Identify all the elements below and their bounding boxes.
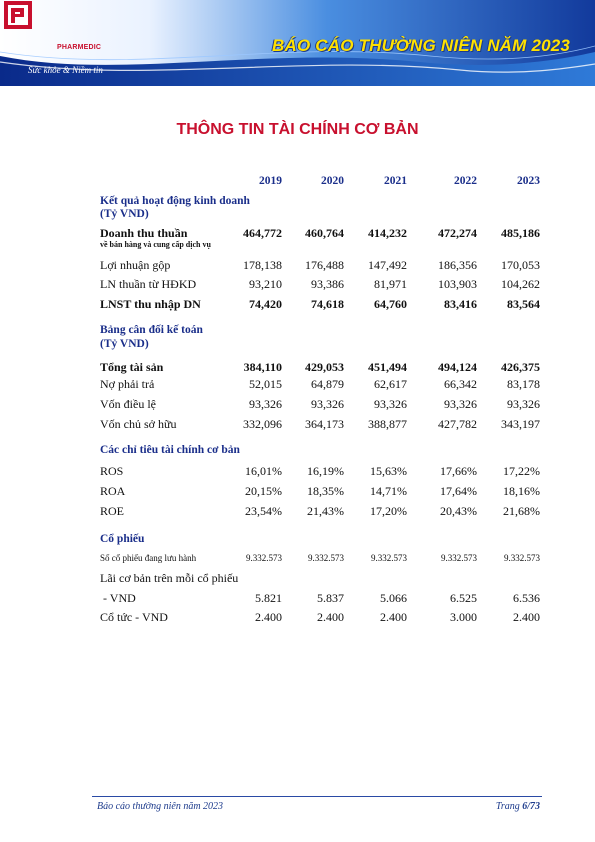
- cell: 93,326: [507, 397, 540, 411]
- cell: 2.400: [255, 610, 282, 624]
- row-label: - VND: [100, 591, 136, 605]
- cell: 74,420: [249, 297, 282, 311]
- slogan: Sức khỏe & Niềm tin: [28, 65, 103, 75]
- section-title-shares: Cổ phiếu: [100, 533, 145, 545]
- table-row: [0, 483, 595, 499]
- cell: 460,764: [305, 226, 344, 240]
- table-row: [0, 463, 595, 479]
- cell: 176,488: [305, 258, 344, 272]
- table-row: [0, 570, 595, 586]
- cell: 93,326: [311, 397, 344, 411]
- table-row: [0, 376, 595, 392]
- report-title: BÁO CÁO THƯỜNG NIÊN NĂM 2023: [272, 36, 571, 55]
- section-unit-cdkt: (Tỷ VND): [100, 338, 149, 350]
- year-2022: 2022: [454, 175, 477, 187]
- cell: 16,19%: [307, 464, 344, 478]
- page-title: THÔNG TIN TÀI CHÍNH CƠ BẢN: [176, 121, 419, 138]
- cell: 17,20%: [370, 504, 407, 518]
- row-label: ROA: [100, 484, 126, 498]
- cell: 64,879: [311, 377, 344, 391]
- row-label: Tổng tài sản: [100, 360, 164, 374]
- section-title-ratios: Các chỉ tiêu tài chính cơ bản: [100, 444, 240, 456]
- cell: 16,01%: [245, 464, 282, 478]
- cell: 485,186: [501, 226, 540, 240]
- table-row: [0, 276, 595, 292]
- cell: 23,54%: [245, 504, 282, 518]
- cell: 388,877: [368, 417, 407, 431]
- cell: 2.400: [317, 610, 344, 624]
- year-2023: 2023: [517, 175, 540, 187]
- cell: 83,416: [444, 297, 477, 311]
- cell: 9.332.573: [504, 553, 540, 563]
- cell: 93,326: [444, 397, 477, 411]
- table-row: [0, 590, 595, 606]
- cell: 5.837: [317, 591, 344, 605]
- cell: 17,64%: [440, 484, 477, 498]
- footer-divider: [92, 796, 542, 797]
- cell: 384,110: [243, 360, 282, 374]
- cell: 170,053: [501, 258, 540, 272]
- cell: 472,274: [438, 226, 477, 240]
- cell: 62,617: [374, 377, 407, 391]
- cell: 14,71%: [370, 484, 407, 498]
- cell: 74,618: [311, 297, 344, 311]
- cell: 21,68%: [503, 504, 540, 518]
- cell: 6.525: [450, 591, 477, 605]
- cell: 3.000: [450, 610, 477, 624]
- table-row: [0, 416, 595, 432]
- cell: 9.332.573: [441, 553, 477, 563]
- cell: 427,782: [438, 417, 477, 431]
- row-label: LNST thu nhập DN: [100, 297, 201, 311]
- section-title-cdkt: Bảng cân đối kế toán: [100, 324, 203, 336]
- row-sublabel: về bán hàng và cung cấp dịch vụ: [100, 240, 211, 249]
- cell: 429,053: [305, 360, 344, 374]
- brand-name: PHARMEDIC: [57, 44, 102, 51]
- cell: 103,903: [438, 277, 477, 291]
- cell: 15,63%: [370, 464, 407, 478]
- cell: 2.400: [380, 610, 407, 624]
- cell: 414,232: [368, 226, 407, 240]
- cell: 20,15%: [245, 484, 282, 498]
- cell: 81,971: [374, 277, 407, 291]
- cell: 5.066: [380, 591, 407, 605]
- year-2021: 2021: [384, 175, 407, 187]
- row-label: Lãi cơ bản trên mỗi cổ phiếu: [100, 571, 239, 585]
- row-label: ROS: [100, 464, 124, 478]
- cell: 9.332.573: [371, 553, 407, 563]
- cell: 451,494: [368, 360, 407, 374]
- cell: 104,262: [501, 277, 540, 291]
- row-label: Cổ tức - VND: [100, 610, 168, 624]
- table-row: [0, 225, 595, 241]
- row-label: LN thuần từ HĐKD: [100, 277, 197, 291]
- footer-report-name: Báo cáo thường niên năm 2023: [97, 801, 224, 812]
- section-title-kqkd: Kết quả hoạt động kinh doanh: [100, 195, 250, 207]
- cell: 20,43%: [440, 504, 477, 518]
- section-unit-kqkd: (Tỷ VND): [100, 208, 149, 220]
- row-label: Nợ phải trả: [100, 377, 155, 391]
- cell: 6.536: [513, 591, 540, 605]
- page-prefix: Trang: [495, 801, 523, 812]
- year-header-row: [0, 173, 595, 189]
- cell: 494,124: [438, 360, 477, 374]
- cell: 64,760: [374, 297, 407, 311]
- row-label: Số cổ phiếu đang lưu hành: [100, 553, 197, 563]
- year-2019: 2019: [259, 175, 282, 187]
- cell: 83,564: [507, 297, 540, 311]
- cell: 83,178: [507, 377, 540, 391]
- table-row: [0, 296, 595, 312]
- cell: 186,356: [438, 258, 477, 272]
- footer-page-number: [496, 801, 540, 812]
- cell: 17,22%: [503, 464, 540, 478]
- cell: 9.332.573: [246, 553, 282, 563]
- cell: 66,342: [444, 377, 477, 391]
- cell: 18,16%: [503, 484, 540, 498]
- cell: 93,210: [249, 277, 282, 291]
- cell: 178,138: [243, 258, 282, 272]
- cell: 2.400: [513, 610, 540, 624]
- cell: 93,326: [374, 397, 407, 411]
- cell: 93,326: [249, 397, 282, 411]
- pharmedic-logo: [0, 0, 38, 30]
- cell: 426,375: [501, 360, 540, 374]
- table-row: [0, 609, 595, 625]
- cell: 21,43%: [307, 504, 344, 518]
- table-row: [0, 359, 595, 375]
- cell: 147,492: [368, 258, 407, 272]
- page-num: 6/73: [522, 801, 540, 812]
- row-label: Vốn điều lệ: [100, 397, 156, 411]
- table-row: [0, 257, 595, 273]
- cell: 17,66%: [440, 464, 477, 478]
- cell: 464,772: [243, 226, 282, 240]
- cell: 343,197: [501, 417, 540, 431]
- cell: 18,35%: [307, 484, 344, 498]
- cell: 93,386: [311, 277, 344, 291]
- row-label: Lợi nhuận gộp: [100, 258, 171, 272]
- table-row: [0, 396, 595, 412]
- cell: 52,015: [249, 377, 282, 391]
- table-row: [0, 550, 595, 566]
- cell: 5.821: [255, 591, 282, 605]
- table-row: [0, 503, 595, 519]
- row-label: ROE: [100, 504, 124, 518]
- cell: 364,173: [305, 417, 344, 431]
- header-banner: [0, 0, 595, 86]
- cell: 332,096: [243, 417, 282, 431]
- year-2020: 2020: [321, 175, 344, 187]
- row-label: Vốn chủ sở hữu: [100, 417, 177, 431]
- row-label: Doanh thu thuần: [100, 226, 188, 240]
- cell: 9.332.573: [308, 553, 344, 563]
